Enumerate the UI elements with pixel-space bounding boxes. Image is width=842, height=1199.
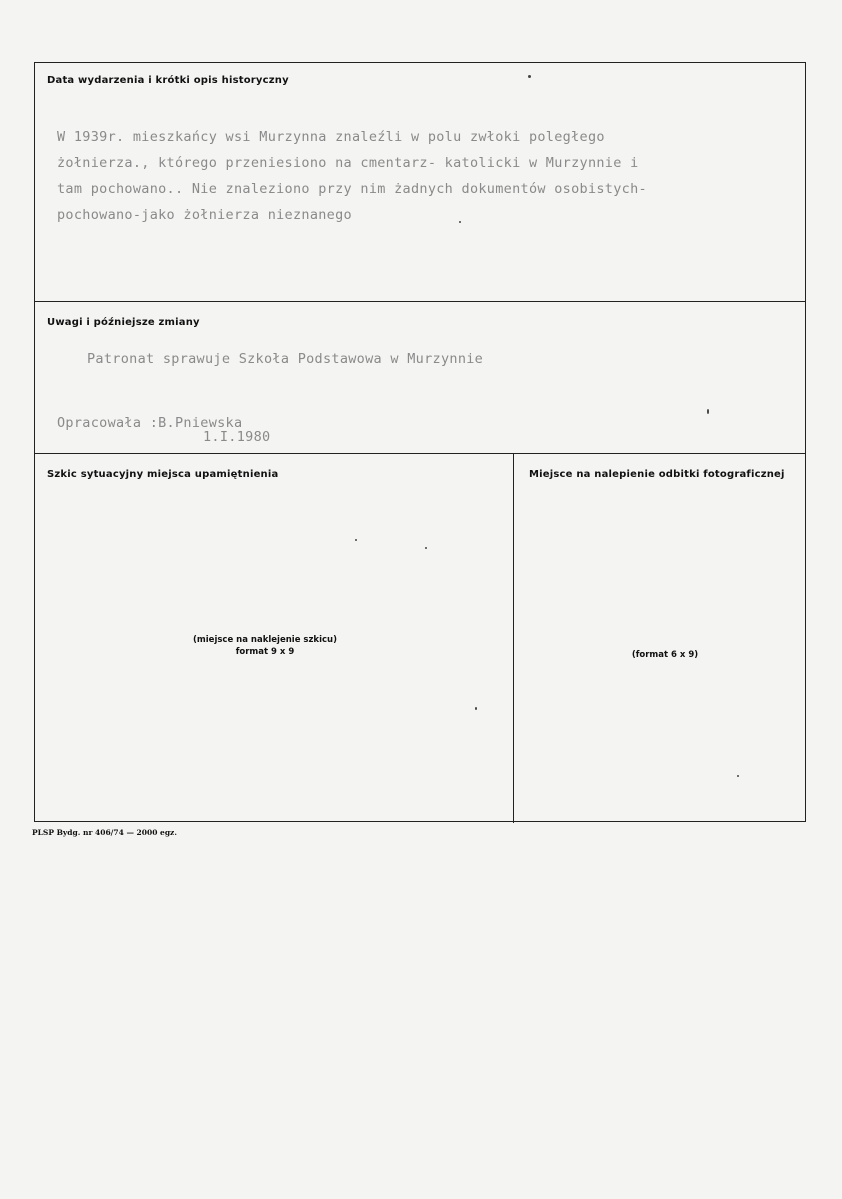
paper-speck [475,707,477,710]
history-line-2: żołnierza., którego przeniesiono na cmentarz- katolicki w Murzynnie i [57,155,639,171]
remarks-section-label: Uwagi i późniejsze zmiany [47,317,200,328]
photo-section-label: Miejsce na nalepienie odbitki fotograficznej [529,469,785,480]
paper-speck [707,409,709,414]
sketch-placeholder-line2: format 9 x 9 [235,647,295,657]
photo-placeholder: (format 6 x 9) [631,650,699,660]
memorial-form [34,62,806,822]
history-line-3: tam pochowano.. Nie znaleziono przy nim żadnych dokumentów osobistych- [57,181,647,197]
history-section-label: Data wydarzenia i krótki opis historyczny [47,75,289,86]
history-line-1: W 1939r. mieszkańcy wsi Murzynna znaleźli w polu zwłoki poległego [57,129,605,145]
paper-speck [459,221,461,223]
patronage-text: Patronat sprawuje Szkoła Podstawowa w Murzynnie [87,351,484,367]
paper-speck [355,539,357,541]
divider-sketch-photo [513,453,514,823]
paper-speck [528,75,531,78]
history-line-4: pochowano-jako żołnierza nieznanego [57,207,352,223]
prepared-by-text: Opracowała :B.Pniewska [57,415,243,431]
sketch-placeholder [175,635,355,657]
sketch-placeholder-line1: (miejsce na naklejenie szkicu) [193,635,337,645]
paper-speck [737,775,739,777]
divider-history [35,301,805,302]
prepared-date-text: 1.I.1980 [203,429,271,445]
divider-remarks [35,453,805,454]
paper-speck [425,547,427,549]
sketch-section-label: Szkic sytuacyjny miejsca upamiętnienia [47,469,279,480]
print-footer: PLSP Bydg. nr 406/74 — 2000 egz. [32,828,177,837]
